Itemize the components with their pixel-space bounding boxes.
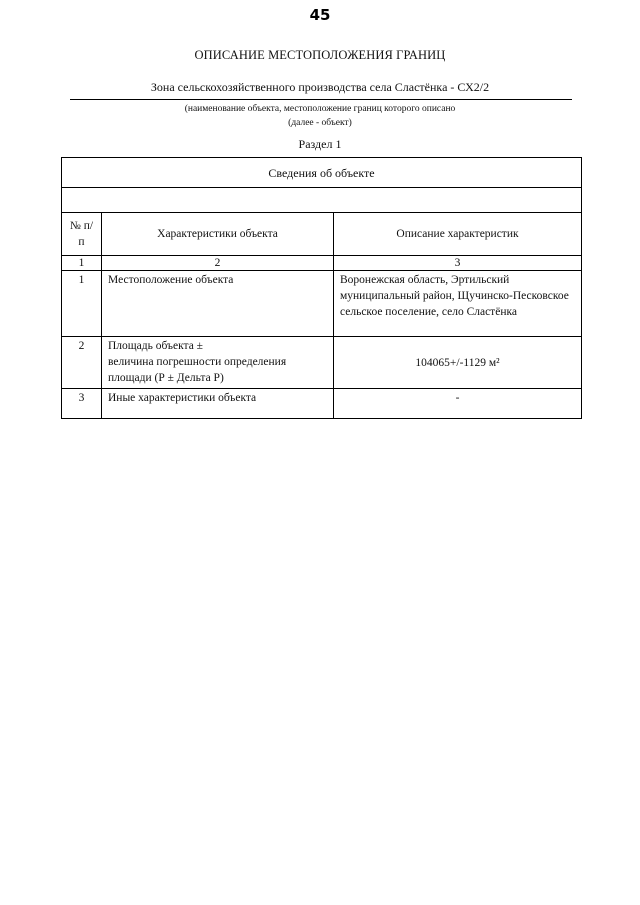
row-characteristic <box>102 337 334 389</box>
row-number: 2 <box>62 337 102 389</box>
row-number: 3 <box>62 389 102 419</box>
row-characteristic-line-1: Площадь объекта ± <box>108 340 203 352</box>
table-empty-row <box>62 188 582 213</box>
table-row <box>62 389 582 419</box>
table-heading-row <box>62 158 582 188</box>
column-index-3: 3 <box>334 256 582 271</box>
table-heading: Сведения об объекте <box>62 158 582 188</box>
page-number: 45 <box>309 6 331 24</box>
object-info-table <box>61 157 582 419</box>
row-description: Воронежская область, Эртильский муниципальный район, Щучинско-Песковское сельское поселение, село Сластёнка <box>334 271 582 337</box>
column-index-1: 1 <box>62 256 102 271</box>
column-header-characteristic: Характеристики объекта <box>102 213 334 256</box>
document-subtitle: Зона сельскохозяйственного производства села Сластёнка - СХ2/2 <box>150 80 490 94</box>
row-description: - <box>334 389 582 419</box>
document-title: ОПИСАНИЕ МЕСТОПОЛОЖЕНИЯ ГРАНИЦ <box>194 48 446 62</box>
table-row <box>62 337 582 389</box>
column-header-number: № п/п <box>62 213 102 256</box>
column-header-row <box>62 213 582 256</box>
row-characteristic-line-2: величина погрешности определения площади (Р ± Дельта Р) <box>108 356 287 384</box>
caption-line-1: (наименование объекта, местоположение границ которого описано <box>184 104 456 114</box>
table-row <box>62 271 582 337</box>
row-number: 1 <box>62 271 102 337</box>
title-underline <box>70 99 572 100</box>
row-characteristic: Местоположение объекта <box>102 271 334 337</box>
column-index-row <box>62 256 582 271</box>
row-description: 104065+/-1129 м² <box>334 337 582 389</box>
empty-cell <box>62 188 582 213</box>
column-index-2: 2 <box>102 256 334 271</box>
section-title: Раздел 1 <box>298 137 342 151</box>
row-characteristic: Иные характеристики объекта <box>102 389 334 419</box>
column-header-description: Описание характеристик <box>334 213 582 256</box>
caption-line-2: (далее - объект) <box>288 118 352 128</box>
